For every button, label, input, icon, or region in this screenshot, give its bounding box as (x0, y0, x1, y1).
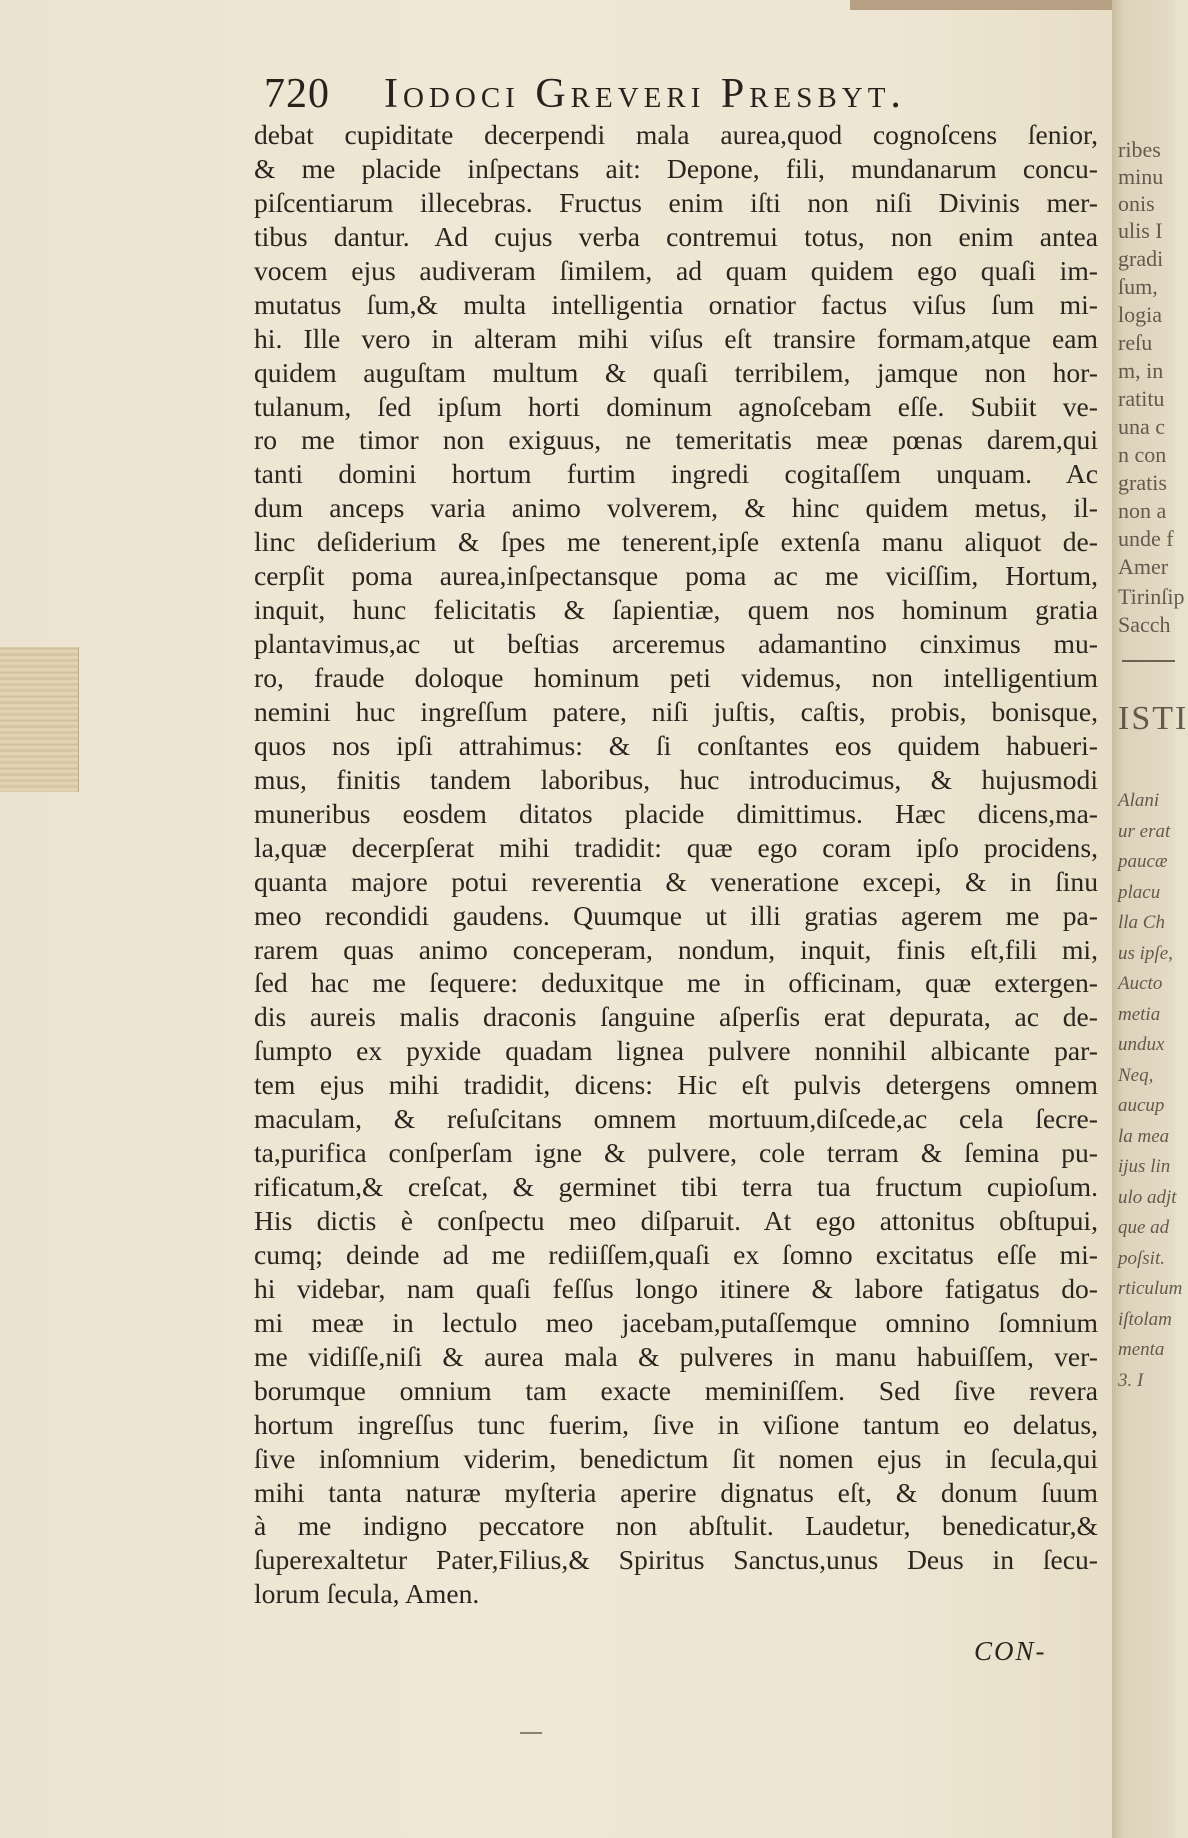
facing-page-italic-fragment: us ipſe, (1118, 942, 1173, 964)
text-line: & me placide inſpectans ait: Depone, fili, mundanarum concu- (254, 152, 1098, 184)
text-line: hortum ingreſſus tunc fuerim, ſive in viſione tantum eo delatus, (254, 1408, 1098, 1440)
text-line: ro me timor non exiguus, ne temeritatis meæ pœnas darem,qui (254, 424, 1098, 456)
text-line: mutatus ſum,& multa intelligentia ornatior factus viſus ſum mi- (254, 288, 1098, 320)
text-line: ta,purifica conſperſam igne & pulvere, cole terram & ſemina pu- (254, 1137, 1098, 1169)
facing-page-fragment: gratis (1118, 470, 1167, 495)
facing-page (1112, 0, 1188, 1838)
text-line: plantavimus,ac ut beſtias arceremus adamantino cinximus mu- (254, 628, 1098, 660)
facing-page-fragment: unde f (1118, 526, 1174, 551)
text-line: mus, finitis tandem laboribus, huc introducimus, & hujusmodi (254, 763, 1098, 795)
facing-page-italic-fragment: ur erat (1118, 820, 1171, 842)
text-line: rificatum,& creſcat, & germinet tibi terra tua fructum cupioſum. (254, 1171, 1098, 1203)
text-line: muneribus eosdem ditatos placide dimittimus. Hæc dicens,ma- (254, 797, 1098, 829)
facing-page-fragment: ſum, (1118, 274, 1158, 299)
text-line: inquit, hunc felicitatis & ſapientiæ, quem nos hominum gratia (254, 594, 1098, 626)
text-line: tanti domini hortum furtim ingredi cogitaſſem unquam. Ac (254, 458, 1098, 490)
text-line: quidem auguſtam multum & quaſi terribilem, jamque non hor- (254, 356, 1098, 388)
facing-page-italic-fragment: 3. I (1118, 1369, 1144, 1391)
text-line: la,quæ decerpſerat mihi tradidit: quæ ego coram ipſo procidens, (254, 831, 1098, 863)
facing-page-fragment: Amer (1118, 554, 1169, 579)
text-line: dum anceps varia animo volverem, & hinc quidem metus, il- (254, 492, 1098, 524)
text-line: ro, fraude doloque hominum peti videmus, non intelligentium (254, 662, 1098, 693)
page-edge-strip (850, 0, 1112, 10)
facing-page-italic-fragment: ulo adjt (1118, 1186, 1177, 1208)
text-line: tem ejus mihi tradidit, dicens: Hic eſt pulvis detergens omnem (254, 1069, 1098, 1101)
facing-page-rule (1122, 660, 1175, 662)
facing-page-heading: ISTI (1118, 700, 1188, 737)
facing-page-italic-fragment: metia (1118, 1003, 1161, 1025)
facing-page-italic-fragment: placu (1118, 881, 1161, 903)
facing-page-fragment: reſu (1118, 330, 1153, 355)
page-number: 720 (264, 71, 330, 117)
facing-page-fragment: minu (1118, 164, 1164, 189)
text-line: cumq; deinde ad me rediiſſem,quaſi ex ſomno excitatus eſſe mi- (254, 1238, 1098, 1270)
facing-page-fragment: n con (1118, 442, 1167, 467)
facing-page-italic-fragment: iſtolam (1118, 1308, 1172, 1330)
facing-page-italic-fragment: menta (1118, 1339, 1165, 1360)
text-line: tibus dantur. Ad cujus verba contremui totus, non enim antea (254, 220, 1098, 252)
text-line: His dictis è conſpectu meo diſparuit. At ego attonitus obſtupui, (254, 1205, 1098, 1236)
facing-page-italic-fragment: aucup (1118, 1095, 1165, 1116)
running-head (264, 70, 1084, 120)
facing-page-fragment: una c (1118, 414, 1166, 439)
bottom-mark (520, 1732, 542, 1734)
facing-page-fragment: non a (1118, 498, 1167, 523)
text-line: tulanum, ſed ipſum horti dominum agnoſcebam eſſe. Subiit ve- (254, 390, 1098, 422)
catchword: CON- (974, 1636, 1047, 1666)
facing-page-fragment: Sacch (1118, 612, 1171, 637)
text-line: ſive inſomnium viderim, benedictum ſit nomen ejus in ſecula,qui (254, 1442, 1098, 1474)
facing-page-italic-fragment: undux (1118, 1034, 1165, 1055)
text-line: hi. Ille vero in alteram mihi viſus eſt transire formam,atque eam (254, 322, 1098, 354)
text-line: cerpſit poma aurea,inſpectansque poma ac me viciſſim, Hortum, (254, 560, 1098, 592)
facing-page-italic-fragment: la mea (1118, 1125, 1170, 1147)
text-line: rarem quas animo conceperam, nondum, inquit, finis eſt,fili mi, (254, 933, 1098, 965)
text-line: vocem ejus audiveram ſimilem, ad quam quidem ego quaſi im- (254, 254, 1098, 286)
facing-page-italic-fragment: paucæ (1118, 851, 1168, 872)
facing-page-fragment: ulis I (1118, 218, 1163, 243)
text-line: quanta majore potui reverentia & veneratione excepi, & in ſinu (254, 865, 1098, 897)
paper-tab (0, 647, 79, 792)
text-line: quos nos ipſi attrahimus: & ſi conſtantes eos quidem habueri- (254, 729, 1098, 761)
facing-page-fragment: ratitu (1118, 386, 1165, 411)
text-line: ſuperexaltetur Pater,Filius,& Spiritus Sanctus,unus Deus in ſecu- (254, 1544, 1098, 1576)
text-line: hi videbar, nam quaſi feſſus longo itinere & labore fatigatus do- (254, 1272, 1098, 1304)
facing-page-italic-fragment: rticulum (1118, 1278, 1183, 1299)
text-line: dis aureis malis draconis ſanguine aſperſis erat depurata, ac de- (254, 1001, 1098, 1033)
running-title: Iodoci Greveri Presbyt. (384, 71, 906, 117)
facing-page-italic-fragment: Alani (1118, 790, 1160, 811)
text-line: à me indigno peccatore non abſtulit. Laudetur, benedicatur,& (254, 1510, 1098, 1542)
text-line: ſumpto ex pyxide quadam lignea pulvere nonnihil albicante par- (254, 1035, 1098, 1067)
facing-page-fragment: logia (1118, 302, 1162, 327)
facing-page-italic-fragment: Neq, (1118, 1064, 1154, 1086)
facing-page-fragment: ribes (1118, 137, 1161, 162)
text-line: maculam, & reſuſcitans omnem mortuum,diſcede,ac cela ſecre- (254, 1103, 1098, 1135)
text-line: lorum ſecula, Amen. (254, 1578, 480, 1610)
text-line: linc deſiderium & ſpes me tenerent,ipſe extenſa manu aliquot de- (254, 526, 1098, 558)
facing-page-italic-fragment: Aucto (1118, 973, 1163, 994)
body-text (254, 118, 1098, 1611)
text-line: piſcentiarum illecebras. Fructus enim iſti non niſi Divinis mer- (254, 186, 1098, 218)
facing-page-italic-fragment: ijus lin (1118, 1156, 1171, 1177)
facing-page-fragment: Tirinſip (1118, 584, 1185, 609)
facing-page-fragment: onis (1118, 191, 1155, 216)
facing-page-fragment: m, in (1118, 358, 1164, 383)
facing-page-italic-fragment: lla Ch (1118, 912, 1165, 933)
text-line: nemini huc ingreſſum patere, niſi juſtis, caſtis, probis, bonisque, (254, 695, 1098, 727)
text-line: ſed hac me ſequere: deduxitque me in officinam, quæ extergen- (254, 967, 1098, 999)
text-line: mihi tanta naturæ myſteria aperire dignatus eſt, & donum ſuum (254, 1476, 1098, 1508)
text-line: mi meæ in lectulo meo jacebam,putaſſemque omnino ſomnium (254, 1306, 1098, 1338)
text-line: me vidiſſe,niſi & aurea mala & pulveres in manu habuiſſem, ver- (254, 1340, 1098, 1372)
facing-page-fragment: gradi (1118, 246, 1164, 271)
text-line: meo recondidi gaudens. Quumque ut illi gratias agerem me pa- (254, 899, 1098, 931)
text-line: debat cupiditate decerpendi mala aurea,quod cognoſcens ſenior, (254, 119, 1098, 150)
facing-page-italic-fragment: poſsit. (1118, 1247, 1165, 1269)
text-line: borumque omnium tam exacte meminiſſem. Sed ſive revera (254, 1374, 1098, 1406)
facing-page-italic-fragment: que ad (1118, 1217, 1170, 1238)
